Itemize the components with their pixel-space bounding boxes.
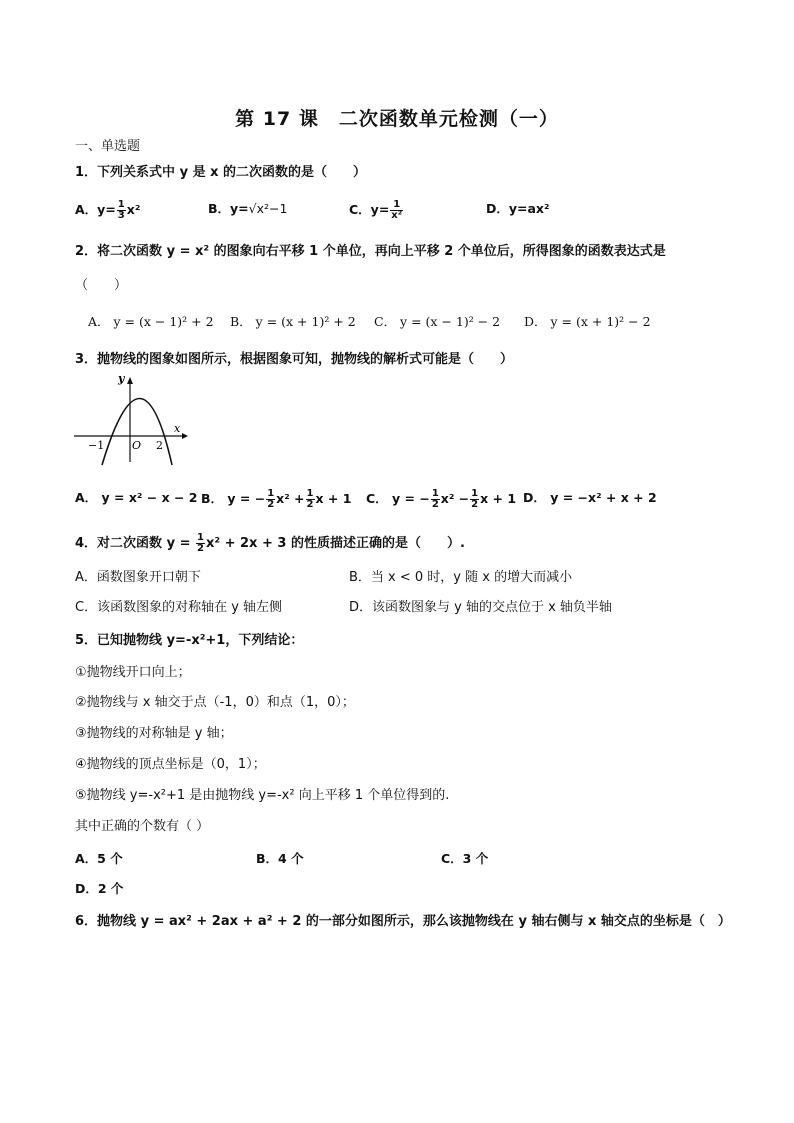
q1-option-c <box>349 200 404 221</box>
q5-statement-1: ①抛物线开口向上； <box>75 665 191 680</box>
q3-option-b <box>201 489 351 510</box>
q3-option-c-middle: x² − <box>440 491 470 506</box>
q4-option-b: B．当 x < 0 时，y 随 x 的增大而减小 <box>349 570 573 585</box>
x-axis-arrow <box>182 433 188 439</box>
fraction-denominator: x² <box>391 210 403 221</box>
q2-option-b: B． y = (x + 1)² + 2 <box>230 314 356 329</box>
q1-option-a-label: A．y= <box>75 202 116 217</box>
q4-option-c: C．该函数图象的对称轴在 y 轴左侧 <box>75 600 283 615</box>
fraction-numerator: 1 <box>197 532 204 543</box>
half-fraction <box>431 489 440 510</box>
fraction-denominator: 2 <box>431 499 439 510</box>
q3-parabola-graph <box>72 372 192 468</box>
q4-option-d: D．该函数图象与 y 轴的交点位于 x 轴负半轴 <box>349 600 612 615</box>
fraction-numerator: 1 <box>306 488 314 499</box>
q3-option-c-suffix: x + 1 <box>480 491 517 506</box>
fraction-numerator: 1 <box>117 199 125 210</box>
q1-option-c-label: C．y= <box>349 202 390 217</box>
y-axis-arrow <box>127 377 133 384</box>
q2-option-a: A． y = (x − 1)² + 2 <box>88 314 214 329</box>
fraction-denominator: 2 <box>197 543 204 554</box>
fraction-numerator: 1 <box>471 488 479 499</box>
fraction-denominator: 2 <box>306 499 314 510</box>
question-3-stem: 3．抛物线的图象如图所示，根据图象可知，抛物线的解析式可能是（ ） <box>75 352 514 367</box>
q5-option-b: B．4 个 <box>256 851 304 866</box>
section-heading: 一、单选题 <box>75 139 141 154</box>
fraction-numerator: 1 <box>431 488 439 499</box>
question-2-paren: （ ） <box>75 278 128 293</box>
q4-fraction <box>196 533 205 554</box>
q3-option-b-prefix: B． y = − <box>201 491 266 506</box>
q5-statement-4: ④抛物线的顶点坐标是（0，1）； <box>75 757 266 772</box>
fraction-denominator: 2 <box>267 499 275 510</box>
q1-option-a-fraction <box>117 200 126 221</box>
q4-stem-prefix: 4．对二次函数 y = <box>75 536 195 551</box>
q1-option-c-fraction <box>390 200 403 221</box>
q4-stem-suffix: x² + 2x + 3 的性质描述正确的是（ ）. <box>205 536 465 551</box>
q4-option-a: A．函数图象开口朝下 <box>75 570 201 585</box>
q1-option-d: D．y=ax² <box>486 201 550 216</box>
half-fraction <box>470 489 479 510</box>
half-fraction <box>306 489 315 510</box>
q2-option-d: D． y = (x + 1)² − 2 <box>524 314 651 329</box>
q3-option-d: D． y = −x² + x + 2 <box>523 490 657 505</box>
tick-label-two: 2 <box>156 439 163 452</box>
q1-option-a-tail: x² <box>126 202 141 217</box>
parabola-curve <box>102 399 172 466</box>
question-6-stem: 6．抛物线 y = ax² + 2ax + a² + 2 的一部分如图所示，那么该抛物线在 y 轴右侧与 x 轴交点的坐标是（ ） <box>75 914 731 929</box>
q3-option-a: A． y = x² − x − 2 <box>75 490 198 505</box>
fraction-numerator: 1 <box>267 488 275 499</box>
q3-option-b-suffix: x + 1 <box>315 491 352 506</box>
q3-option-c-prefix: C． y = − <box>366 491 430 506</box>
q1-option-b <box>208 200 287 218</box>
q5-statement-3: ③抛物线的对称轴是 y 轴； <box>75 726 233 741</box>
q5-option-a: A．5 个 <box>75 851 123 866</box>
q1-option-b-label: B．y= <box>208 201 249 216</box>
origin-label: O <box>132 439 142 452</box>
half-fraction <box>266 489 275 510</box>
q1-option-b-tail: √x²−1 <box>248 201 288 216</box>
question-2-stem: 2．将二次函数 y = x² 的图象向右平移 1 个单位，再向上平移 2 个单位后，所得图象的函数表达式是 <box>75 244 666 259</box>
q3-option-c <box>366 489 516 510</box>
q5-statement-2: ②抛物线与 x 轴交于点（-1，0）和点（1，0）； <box>75 695 355 710</box>
y-axis-label: y <box>118 372 125 385</box>
q1-option-a <box>75 200 140 221</box>
q5-statement-5: ⑤抛物线 y=-x²+1 是由抛物线 y=-x² 向上平移 1 个单位得到的. <box>75 788 450 803</box>
fraction-denominator: 3 <box>117 210 125 221</box>
tick-label-minus-one: −1 <box>88 439 105 452</box>
fraction-denominator: 2 <box>471 499 479 510</box>
question-1-stem: 1．下列关系式中 y 是 x 的二次函数的是（ ） <box>75 165 367 180</box>
q2-option-c: C． y = (x − 1)² − 2 <box>374 314 501 329</box>
q3-option-b-middle: x² + <box>276 491 305 506</box>
question-5-stem: 5．已知抛物线 y=-x²+1，下列结论： <box>75 633 304 648</box>
page-title: 第 17 课 二次函数单元检测（一） <box>235 108 559 130</box>
x-axis-label: x <box>174 422 181 435</box>
q5-question: 其中正确的个数有（ ） <box>75 819 210 834</box>
q5-option-d: D．2 个 <box>75 881 124 896</box>
q5-option-c: C．3 个 <box>441 851 489 866</box>
question-4-stem <box>75 533 465 554</box>
fraction-numerator: 1 <box>390 200 403 211</box>
